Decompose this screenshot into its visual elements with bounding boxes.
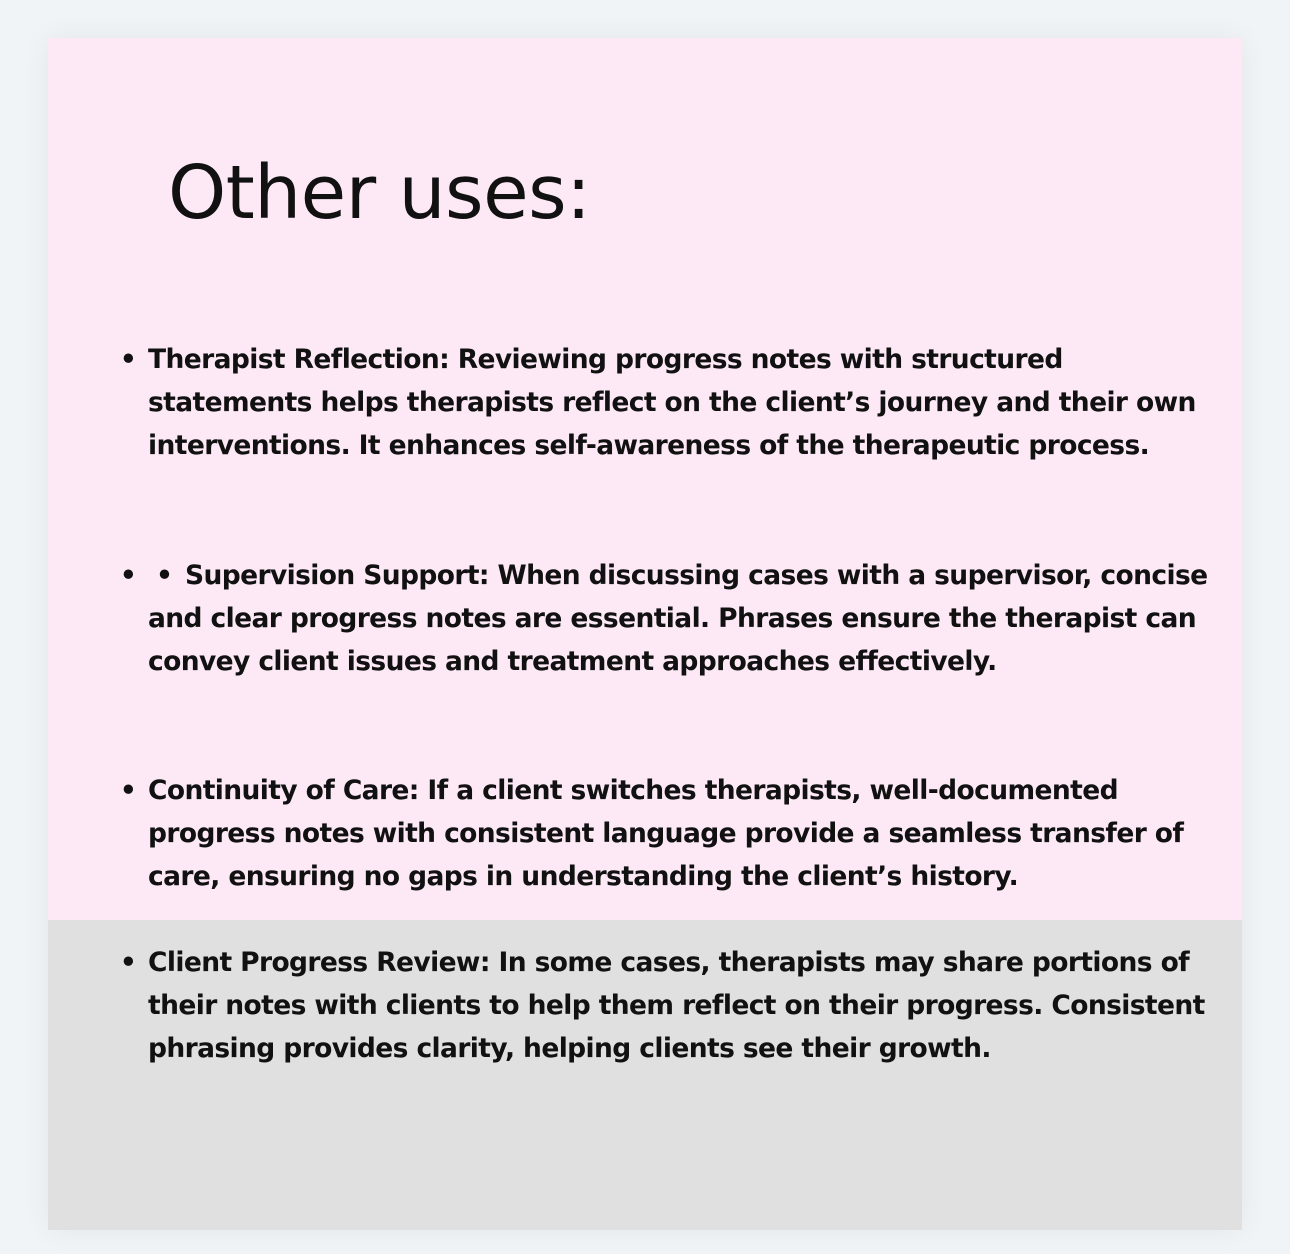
page-title: Other uses: <box>168 150 591 236</box>
content-card <box>48 38 1242 1230</box>
bullet-icon: • <box>119 947 137 978</box>
list-item-text: Supervision Support: When discussing cases with a supervisor, concise and clear progress notes are essential. Phrases ensure the therapist can convey client issues and treatment approaches effectively. <box>148 560 1208 677</box>
list-item-client-progress-review <box>119 941 1208 1070</box>
list-item-text: Continuity of Care: If a client switches therapists, well-documented progress notes with consistent language provide a seamless transfer of care, ensuring no gaps in understanding the client’s history. <box>148 775 1184 892</box>
list-item-continuity-of-care <box>119 769 1208 898</box>
bullet-icon: • <box>119 344 137 375</box>
bullet-icon: • <box>119 775 137 806</box>
inline-bullet-icon: • <box>156 560 173 591</box>
list-item-therapist-reflection <box>119 338 1208 467</box>
list-item-text: Client Progress Review: In some cases, therapists may share portions of their notes with clients to help them reflect on their progress. Consistent phrasing provides clarity, helping clients see their growth. <box>148 947 1205 1064</box>
bullet-icon: • <box>119 560 137 591</box>
list-item-text: Therapist Reflection: Reviewing progress notes with structured statements helps therapists reflect on the client’s journey and their own interventions. It enhances self-awareness of the therapeutic process. <box>148 344 1196 461</box>
list-item-supervision-support <box>119 554 1208 683</box>
